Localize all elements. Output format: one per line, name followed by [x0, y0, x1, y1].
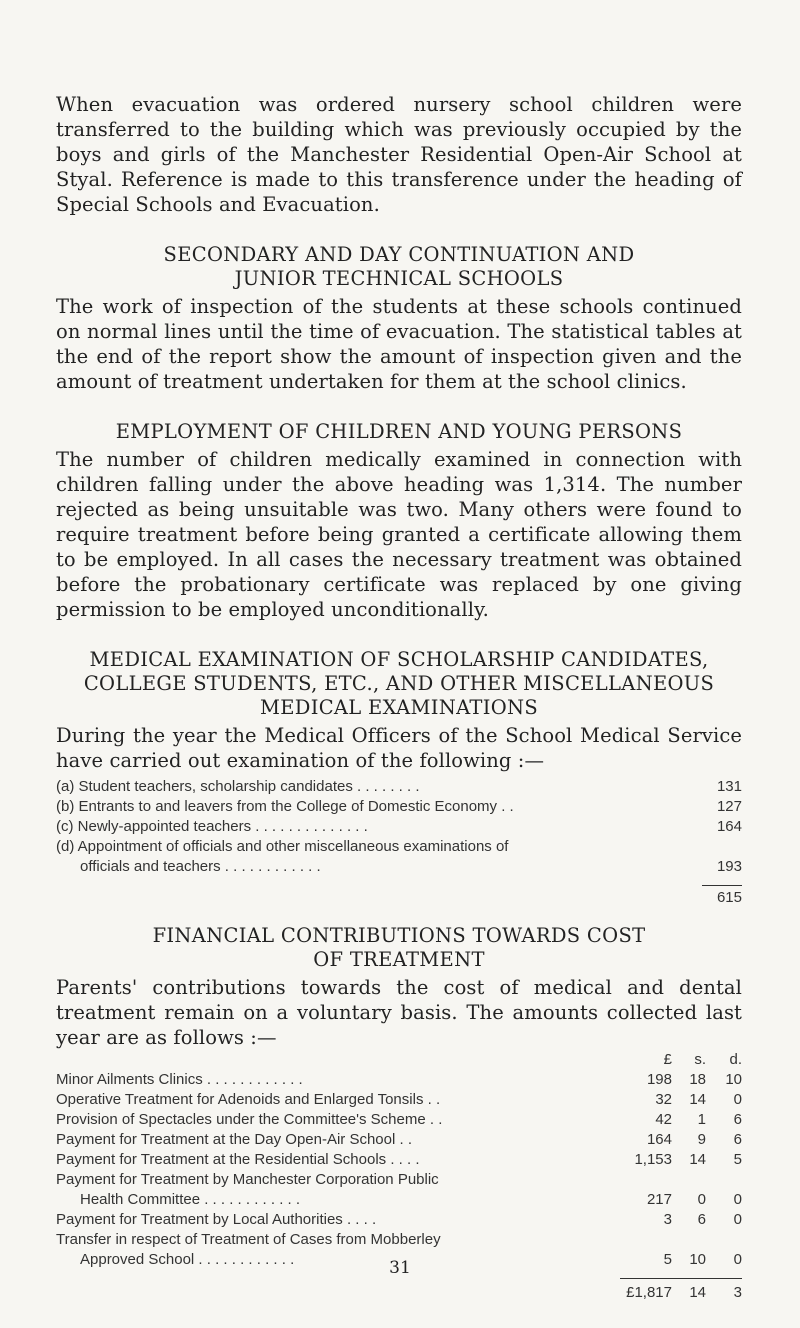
exam-label: officials and teachers . . . . . . . . . . . . [80, 858, 321, 875]
row-label: Health Committee . . . . . . . . . . . . [80, 1191, 301, 1208]
total-row [56, 1283, 742, 1303]
pence-header: d. [729, 1051, 742, 1068]
row-pence: 0 [733, 1211, 742, 1228]
row-pounds: 3 [663, 1211, 672, 1228]
row-label: Payment for Treatment by Local Authorities . . . . [56, 1211, 377, 1228]
medical-heading-line-3: MEDICAL EXAMINATIONS [259, 696, 539, 719]
row-pounds: 164 [646, 1131, 672, 1148]
total-pounds: £1,817 [626, 1284, 672, 1301]
list-item [56, 777, 742, 797]
table-header [56, 1050, 742, 1070]
row-pounds: 32 [655, 1091, 672, 1108]
row-pence: 0 [733, 1091, 742, 1108]
row-label: Minor Ailments Clinics . . . . . . . . . . . . [56, 1071, 303, 1088]
row-pounds: 5 [663, 1251, 672, 1268]
table-row [56, 1110, 742, 1130]
row-label: Operative Treatment for Adenoids and Enlarged Tonsils . . [56, 1091, 441, 1108]
shillings-header: s. [694, 1051, 706, 1068]
list-item [56, 817, 742, 837]
row-label: Payment for Treatment at the Residential Schools . . . . [56, 1151, 420, 1168]
table-row [56, 1150, 742, 1170]
row-pence: 5 [733, 1151, 742, 1168]
table-row [56, 1190, 742, 1210]
row-shillings: 1 [697, 1111, 706, 1128]
table-row [56, 1130, 742, 1150]
secondary-heading-line-2: JUNIOR TECHNICAL SCHOOLS [234, 267, 564, 290]
total-divider [702, 885, 742, 886]
pounds-header: £ [663, 1051, 672, 1068]
row-pence: 6 [733, 1111, 742, 1128]
total-divider [620, 1278, 742, 1279]
exam-total-row [56, 888, 742, 908]
row-label: Payment for Treatment by Manchester Corporation Public [56, 1171, 439, 1188]
row-shillings: 10 [689, 1251, 706, 1268]
exam-count: 164 [716, 818, 742, 835]
document-page [56, 92, 742, 1303]
secondary-paragraph: The work of inspection of the students at these schools continued on normal lines until the time of evacuation. The statistical tables at the end of the report show the amount of inspection given and the amount of treatment undertaken for them at the school clinics. [56, 295, 742, 393]
row-pence: 10 [725, 1071, 742, 1088]
exam-count: 127 [716, 798, 742, 815]
row-pounds: 198 [646, 1071, 672, 1088]
table-row [56, 1090, 742, 1110]
row-label: Approved School . . . . . . . . . . . . [80, 1251, 295, 1268]
financial-heading-line-2: OF TREATMENT [313, 948, 485, 971]
row-pence: 6 [733, 1131, 742, 1148]
row-pounds: 42 [655, 1111, 672, 1128]
row-pence: 0 [733, 1251, 742, 1268]
financial-heading-line-1: FINANCIAL CONTRIBUTIONS TOWARDS COST [152, 924, 646, 947]
examinations-list [56, 777, 742, 908]
financial-paragraph: Parents' contributions towards the cost of medical and dental treatment remain on a voluntary basis. The amounts collected last year are as follows :— [56, 976, 742, 1049]
table-row [56, 1230, 742, 1250]
secondary-heading-line-1: SECONDARY AND DAY CONTINUATION AND [163, 243, 635, 266]
exam-label: (a) Student teachers, scholarship candidates . . . . . . . . [56, 778, 420, 795]
row-shillings: 14 [689, 1151, 706, 1168]
exam-label: (c) Newly-appointed teachers . . . . . . . . . . . . . . [56, 818, 368, 835]
medical-heading-line-1: MEDICAL EXAMINATION OF SCHOLARSHIP CANDIDATES, [89, 648, 709, 671]
exam-total: 615 [716, 889, 742, 906]
exam-label: (d) Appointment of officials and other miscellaneous examinations of [56, 838, 509, 855]
table-row [56, 1170, 742, 1190]
medical-heading-line-2: COLLEGE STUDENTS, ETC., AND OTHER MISCELLANEOUS [83, 672, 715, 695]
row-label: Transfer in respect of Treatment of Cases from Mobberley [56, 1231, 441, 1248]
row-shillings: 6 [697, 1211, 706, 1228]
table-row [56, 1210, 742, 1230]
list-item [56, 857, 742, 877]
row-pounds: 1,153 [634, 1151, 672, 1168]
intro-paragraph: When evacuation was ordered nursery school children were transferred to the building which was previously occupied by the boys and girls of the Manchester Residential Open-Air School at Styal. Reference is made to this transference under the heading of Special Schools and Evacuation. [56, 93, 742, 216]
page-number: 31 [389, 1258, 411, 1278]
row-shillings: 14 [689, 1091, 706, 1108]
employment-heading: EMPLOYMENT OF CHILDREN AND YOUNG PERSONS [115, 420, 683, 443]
row-shillings: 0 [697, 1191, 706, 1208]
list-item [56, 837, 742, 857]
exam-count: 131 [716, 778, 742, 795]
row-pence: 0 [733, 1191, 742, 1208]
exam-label: (b) Entrants to and leavers from the College of Domestic Economy . . [56, 798, 514, 815]
medical-paragraph: During the year the Medical Officers of the School Medical Service have carried out examination of the following :— [56, 724, 742, 772]
table-row [56, 1070, 742, 1090]
exam-count: 193 [716, 858, 742, 875]
employment-paragraph: The number of children medically examined in connection with children falling under the above heading was 1,314. The number rejected as being unsuitable was two. Many others were found to require treatment before being granted a certificate allowing them to be employed. In all cases the necessary treatment was obtained before the probationary certificate was replaced by one giving permission to be employed unconditionally. [56, 448, 742, 621]
total-shillings: 14 [689, 1284, 706, 1301]
row-label: Provision of Spectacles under the Committee's Scheme . . [56, 1111, 443, 1128]
list-item [56, 797, 742, 817]
total-pence: 3 [733, 1284, 742, 1301]
row-pounds: 217 [646, 1191, 672, 1208]
row-shillings: 18 [689, 1071, 706, 1088]
row-shillings: 9 [697, 1131, 706, 1148]
row-label: Payment for Treatment at the Day Open-Air School . . [56, 1131, 412, 1148]
